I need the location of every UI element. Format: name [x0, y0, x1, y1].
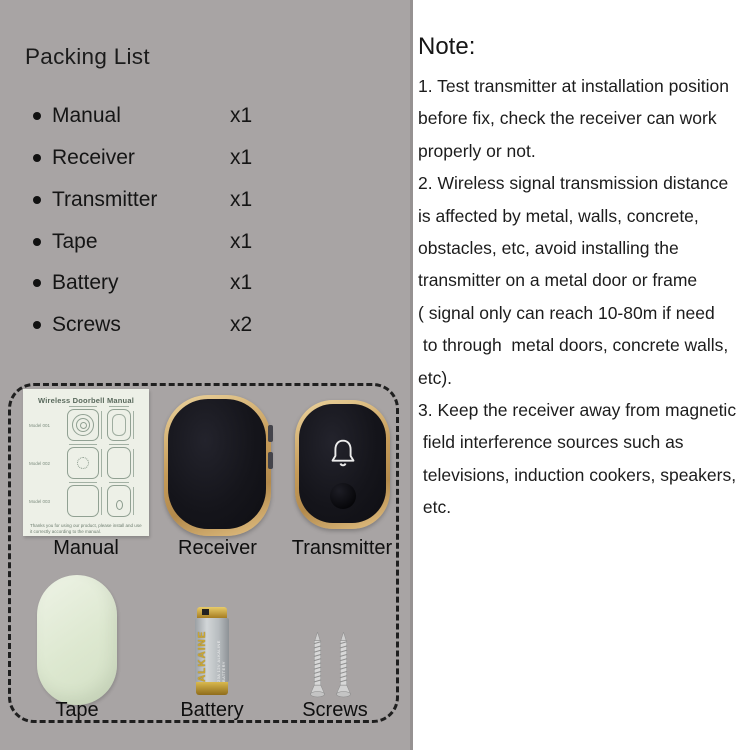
doorbell-diagram-icon: [67, 485, 99, 517]
manual-paper-image: [23, 389, 149, 536]
note-line: etc.: [418, 497, 452, 518]
note-line: obstacles, etc, avoid installing the: [418, 237, 679, 258]
packing-list-title: Packing List: [25, 44, 150, 69]
manual-title: Wireless Doorbell Manual: [37, 396, 134, 405]
doorbell-diagram-icon: [107, 447, 131, 479]
battery-spec: 23A 12V: [216, 664, 221, 682]
bell-icon: [324, 435, 362, 473]
manual-footer-line: Thanks you for using our product, please install and use: [30, 523, 142, 528]
item-qty: x1: [230, 271, 253, 294]
item-qty: x1: [230, 188, 253, 211]
packing-list-item-battery: [33, 271, 363, 295]
doorbell-diagram-icon: [107, 409, 131, 441]
item-qty: x1: [230, 104, 253, 127]
note-line: before fix, check the receiver can work: [418, 108, 717, 129]
note-heading: Note:: [418, 33, 476, 60]
packing-list-item-transmitter: [33, 188, 363, 212]
manual-diagram-row: [29, 483, 143, 519]
tape-image: [37, 575, 117, 705]
packing-list-item-tape: [33, 230, 363, 254]
battery-bottom-cap: [196, 682, 228, 695]
receiver-image: [164, 395, 271, 536]
battery-body: [195, 618, 229, 682]
doorbell-diagram-icon: [67, 447, 99, 479]
transmitter-image: [295, 400, 390, 529]
note-line: transmitter on a metal door or frame: [418, 270, 698, 291]
screw-icon: [335, 632, 352, 698]
bullet-icon: [33, 154, 41, 162]
screws-image: [309, 632, 361, 698]
note-line: to through metal doors, concrete walls,: [418, 335, 729, 356]
manual-model-label: Model 001: [29, 422, 51, 428]
item-name: Transmitter: [52, 188, 158, 211]
packing-list-item-manual: [33, 104, 363, 128]
package-contents-box: [8, 383, 399, 723]
packing-list-item-screws: [33, 313, 363, 337]
note-body: [418, 70, 748, 523]
battery-spec-text: [216, 618, 226, 682]
product-label-tape: Tape: [55, 699, 99, 721]
battery-brand-text: ALKAINE: [197, 630, 208, 682]
note-line: ( signal only can reach 10-80m if need: [418, 302, 715, 323]
note-line: 3. Keep the receiver away from magnetic: [418, 399, 737, 420]
manual-footer-line: it correctly according to the manual.: [30, 529, 102, 534]
note-line: is affected by metal, walls, concrete,: [418, 205, 699, 226]
bullet-icon: [33, 196, 41, 204]
product-label-receiver: Receiver: [178, 537, 257, 559]
product-label-manual: Manual: [53, 537, 119, 559]
bullet-icon: [33, 112, 41, 120]
doorbell-diagram-icon: [67, 409, 99, 441]
note-panel: [413, 0, 750, 750]
item-name: Tape: [52, 230, 98, 253]
note-line: field interference sources such as: [418, 432, 684, 453]
manual-diagram-row: [29, 445, 143, 481]
receiver-side-button: [268, 425, 273, 442]
note-line: 1. Test transmitter at installation position: [418, 76, 729, 96]
item-qty: x2: [230, 313, 253, 336]
note-line: properly or not.: [418, 140, 536, 161]
manual-model-label: Model 002: [29, 460, 51, 466]
battery-type: ALKALINE BATTERY: [216, 640, 226, 682]
note-line: etc).: [418, 367, 453, 388]
manual-diagram-row: [29, 407, 143, 443]
transmitter-face: [299, 404, 386, 523]
barcode-icon: [202, 609, 209, 615]
transmitter-push-button: [330, 483, 356, 509]
battery-top-cap: [197, 607, 227, 618]
receiver-side-button: [268, 452, 273, 469]
screw-icon: [309, 632, 326, 698]
note-line: televisions, induction cookers, speakers,: [418, 464, 737, 485]
item-qty: x1: [230, 146, 253, 169]
item-name: Manual: [52, 104, 121, 127]
bullet-icon: [33, 238, 41, 246]
item-name: Receiver: [52, 146, 135, 169]
item-qty: x1: [230, 230, 253, 253]
product-label-screws: Screws: [302, 699, 368, 721]
item-name: Screws: [52, 313, 121, 336]
manual-model-label: Model 003: [29, 498, 51, 504]
doorbell-diagram-icon: [107, 485, 131, 517]
product-label-transmitter: Transmitter: [291, 537, 393, 559]
receiver-face: [168, 399, 266, 529]
battery-image: [195, 607, 229, 695]
manual-footer-text: [30, 523, 142, 535]
note-line: 2. Wireless signal transmission distance: [418, 173, 729, 194]
item-name: Battery: [52, 271, 119, 294]
product-label-battery: Battery: [180, 699, 244, 721]
bullet-icon: [33, 279, 41, 287]
packing-list-item-receiver: [33, 146, 363, 170]
bullet-icon: [33, 321, 41, 329]
